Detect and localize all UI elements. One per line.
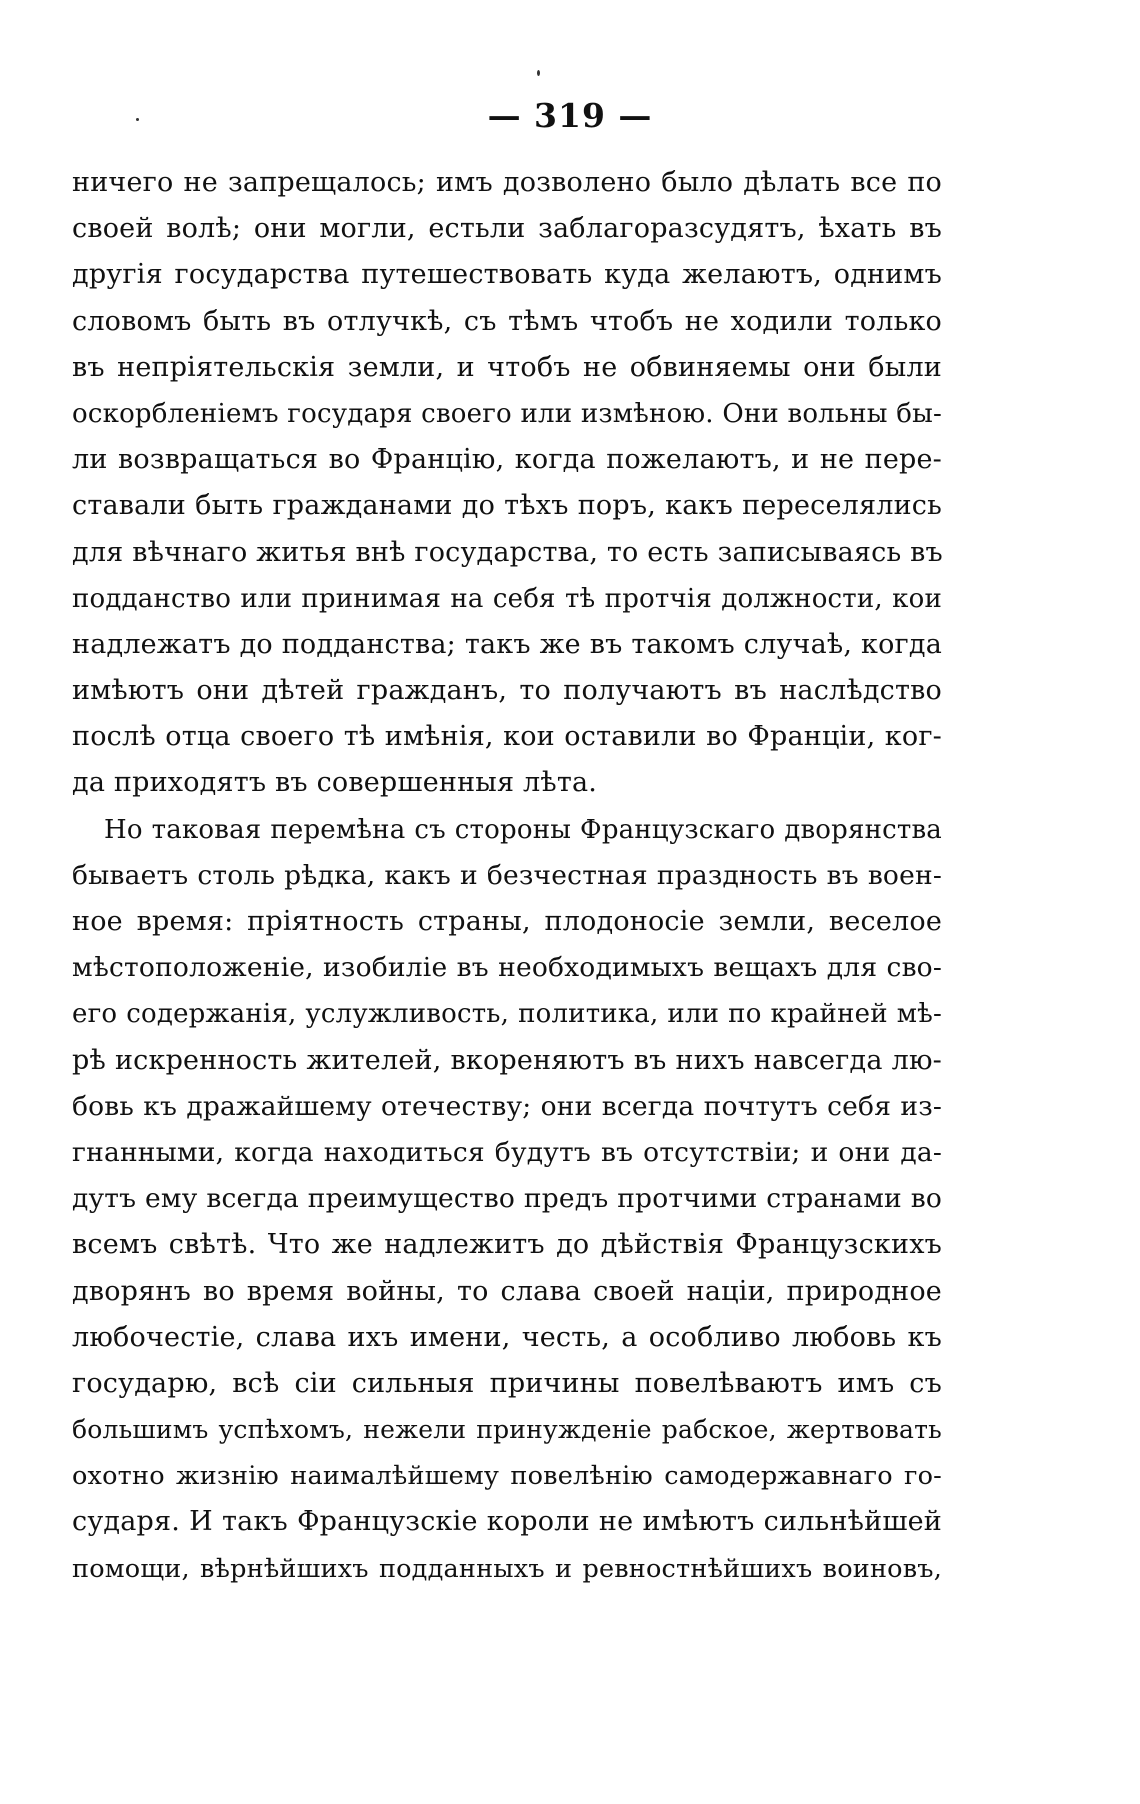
text-line: подданство или принимая на себя тѣ протчія должности, кои (72, 583, 942, 614)
text-line: послѣ отца своего тѣ имѣнія, кои оставили во Франціи, ког- (72, 721, 942, 753)
text-line: дворянъ во время войны, то слава своей націи, природное (72, 1275, 942, 1307)
page-number: — 319 — (487, 96, 653, 135)
text-line: ставали быть гражданами до тѣхъ поръ, какъ переселялись (72, 490, 942, 522)
text-line: рѣ искренность жителей, вкореняютъ въ нихъ навсегда лю- (72, 1044, 942, 1076)
text-line: сударя. И такъ Французскіе короли не имѣютъ сильнѣйшей (72, 1506, 942, 1538)
text-line: словомъ быть въ отлучкѣ, съ тѣмъ чтобъ не ходили только (72, 305, 942, 337)
text-line: гнанными, когда находиться будутъ въ отсутствіи; и они да- (72, 1136, 942, 1168)
text-line: всемъ свѣтѣ. Что же надлежитъ до дѣйствія Французскихъ (72, 1229, 942, 1261)
text-line: ли возвращаться во Францію, когда пожелаютъ, и не пере- (72, 444, 942, 476)
body-text (72, 160, 942, 1592)
text-line: оскорбленіемъ государя своего или измѣною. Они вольны бы- (72, 398, 942, 429)
text-line: Но таковая перемѣна съ стороны Французскаго дворянства (104, 814, 942, 845)
text-line: бовь къ дражайшему отечеству; они всегда почтутъ себя из- (72, 1090, 942, 1122)
text-line: бываетъ столь рѣдка, какъ и безчестная праздность въ воен- (72, 859, 942, 891)
text-line: его содержанія, услужливость, политика, или по крайней мѣ- (72, 999, 942, 1030)
text-line: въ непріятельскія земли, и чтобъ не обвиняемы они были (72, 351, 942, 383)
text-line: любочестіе, слава ихъ имени, честь, а особливо любовь къ (72, 1321, 942, 1353)
text-line: для вѣчнаго житья внѣ государства, то есть записываясь въ (72, 536, 943, 568)
text-line: имѣютъ они дѣтей гражданъ, то получаютъ въ наслѣдство (72, 675, 942, 707)
text-line: ное время: пріятность страны, плодоносіе земли, веселое (72, 906, 942, 937)
text-line: мѣстоположеніе, изобиліе въ необходимыхъ вещахъ для сво- (72, 952, 942, 984)
text-line: ничего не запрещалось; имъ дозволено было дѣлать все по (72, 167, 942, 198)
text-line: другія государства путешествовать куда желаютъ, однимъ (72, 259, 942, 291)
text-line: дутъ ему всегда преимущество предъ протчими странами во (72, 1183, 942, 1215)
text-line: большимъ успѣхомъ, нежели принужденіе рабское, жертвовать (72, 1415, 942, 1445)
text-line: своей волѣ; они могли, естьли заблагоразсудятъ, ѣхать въ (72, 213, 942, 245)
text-line: да приходятъ въ совершенныя лѣта. (72, 767, 598, 799)
text-line: помощи, вѣрнѣйшихъ подданныхъ и ревностнѣйшихъ воиновъ, (72, 1553, 942, 1584)
text-line: государю, всѣ сіи сильныя причины повелѣваютъ имъ съ (72, 1367, 942, 1399)
text-line: охотно жизнію наималѣйшему повелѣнію самодержавнаго го- (72, 1461, 942, 1492)
print-speck (537, 70, 540, 76)
text-line: надлежатъ до подданства; такъ же въ такомъ случаѣ, когда (72, 628, 942, 660)
